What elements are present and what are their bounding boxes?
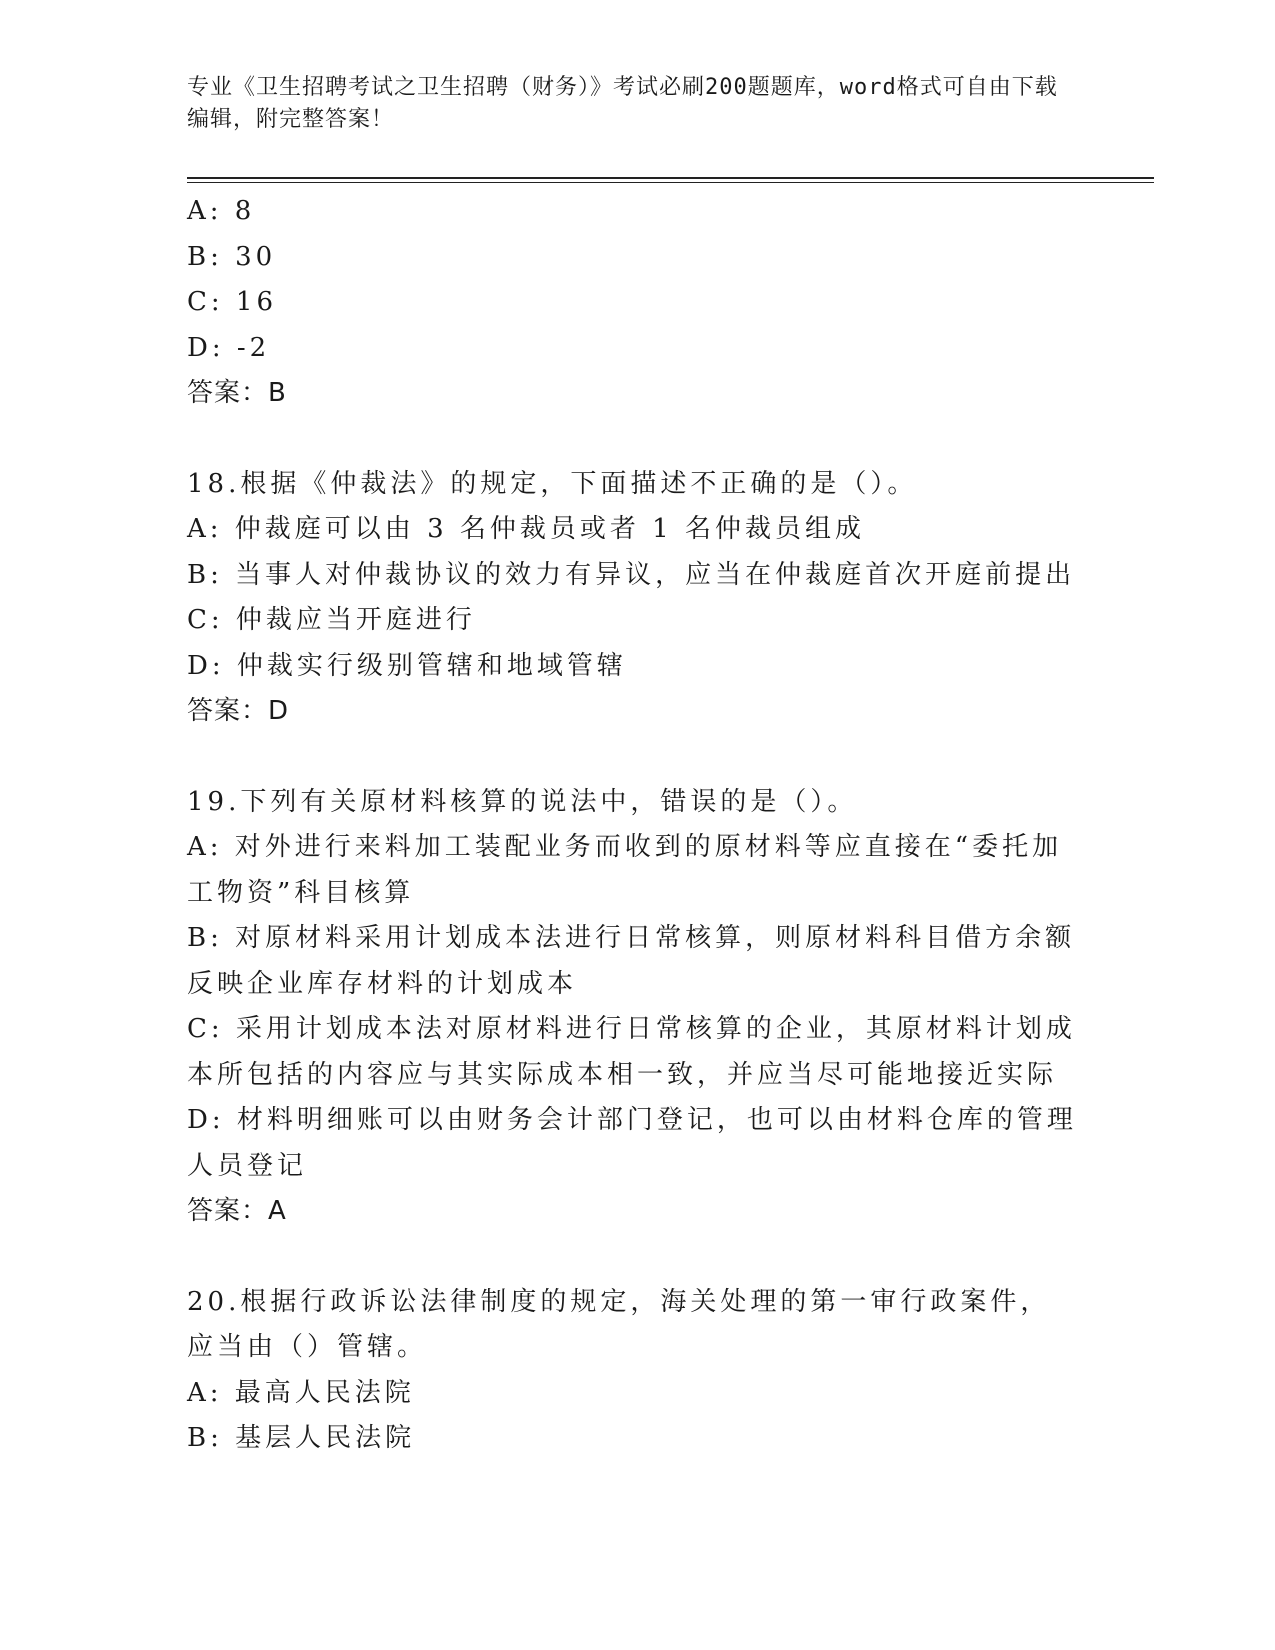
option-d: D: 材料明细账可以由财务会计部门登记，也可以由材料仓库的管理人员登记 [187, 1105, 1077, 1181]
answer-line: 答案：D [187, 696, 290, 726]
answer-line: 答案：B [187, 378, 287, 408]
option-c: C: 采用计划成本法对原材料进行日常核算的企业，其原材料计划成本所包括的内容应与其实际成本相一致，并应当尽可能地接近实际 [187, 1014, 1076, 1090]
option-a: A: 仲裁庭可以由 3 名仲裁员或者 1 名仲裁员组成 [187, 514, 865, 544]
document-header: 专业《卫生招聘考试之卫生招聘（财务）》考试必刷200题题库，word格式可自由下载编辑，附完整答案！ [187, 75, 1058, 132]
option-b: B: 基层人民法院 [187, 1423, 416, 1453]
spacer [187, 1235, 1077, 1280]
option-b: B: 对原材料采用计划成本法进行日常核算，则原材料科目借方余额反映企业库存材料的计划成本 [187, 923, 1076, 999]
option-c: C: 16 [187, 287, 278, 317]
option-a: A: 最高人民法院 [187, 1377, 415, 1408]
header-rule-thick [187, 177, 1154, 179]
spacer [187, 735, 1077, 780]
option-a: A: 8 [187, 196, 256, 226]
option-b: B: 30 [187, 241, 277, 272]
header-rule-thin [187, 182, 1154, 183]
option-d: D: -2 [187, 332, 271, 363]
question-text: 19.下列有关原材料核算的说法中，错误的是（）。 [187, 786, 858, 817]
option-c: C: 仲裁应当开庭进行 [187, 605, 476, 635]
question-20 [187, 1280, 1077, 1462]
option-b: B: 当事人对仲裁协议的效力有异议，应当在仲裁庭首次开庭前提出 [187, 559, 1076, 590]
question-19 [187, 780, 1077, 1235]
option-d: D: 仲裁实行级别管辖和地域管辖 [187, 650, 627, 681]
question-text: 20.根据行政诉讼法律制度的规定，海关处理的第一审行政案件，应当由（）管辖。 [187, 1286, 1051, 1362]
question-18 [187, 462, 1077, 735]
option-a: A: 对外进行来料加工装配业务而收到的原材料等应直接在“委托加工物资”科目核算 [187, 832, 1063, 908]
answer-line: 答案：A [187, 1196, 287, 1226]
question-text: 18.根据《仲裁法》的规定，下面描述不正确的是（）。 [187, 468, 918, 499]
document-body [187, 189, 1077, 1462]
spacer [187, 417, 1077, 462]
question-17 [187, 189, 1077, 417]
